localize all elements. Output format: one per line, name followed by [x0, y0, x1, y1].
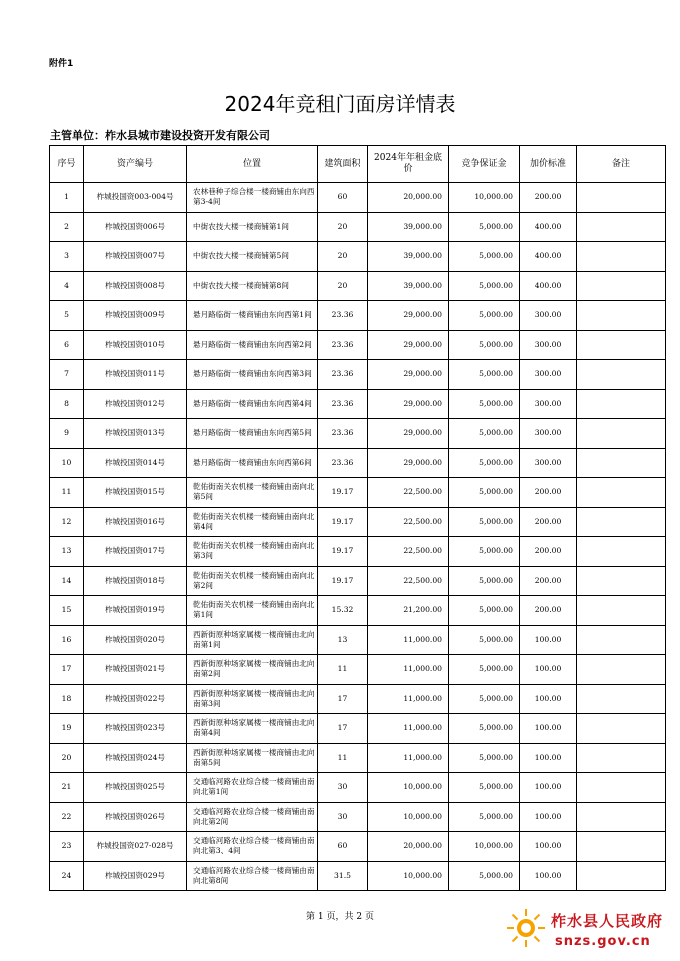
cell-remarks — [577, 596, 666, 626]
sun-logo-icon — [505, 907, 547, 949]
cell-base-rent: 11,000.00 — [368, 743, 449, 773]
cell-base-rent: 22,500.00 — [368, 507, 449, 537]
cell-deposit: 5,000.00 — [449, 625, 520, 655]
cell-remarks — [577, 655, 666, 685]
cell-location: 悬月路临街一楼商铺由东向西第1间 — [187, 301, 318, 331]
cell-area: 19.17 — [318, 566, 368, 596]
cell-index: 9 — [50, 419, 84, 449]
cell-deposit: 5,000.00 — [449, 478, 520, 508]
cell-index: 23 — [50, 832, 84, 862]
cell-location: 西新街原种场家属楼一楼商铺由北向南第3间 — [187, 684, 318, 714]
cell-location: 中街农技大楼一楼商铺第8间 — [187, 271, 318, 301]
cell-deposit: 5,000.00 — [449, 655, 520, 685]
cell-deposit: 5,000.00 — [449, 684, 520, 714]
cell-asset-id: 柞城投国资013号 — [84, 419, 187, 449]
cell-asset-id: 柞城投国资011号 — [84, 360, 187, 390]
cell-location: 交通临河路农业综合楼一楼商铺由南向北第8间 — [187, 861, 318, 891]
cell-base-rent: 29,000.00 — [368, 330, 449, 360]
cell-base-rent: 11,000.00 — [368, 714, 449, 744]
cell-increment: 200.00 — [520, 566, 577, 596]
cell-location: 悬月路临街一楼商铺由东向西第2间 — [187, 330, 318, 360]
cell-index: 21 — [50, 773, 84, 803]
cell-base-rent: 39,000.00 — [368, 212, 449, 242]
cell-location: 中街农技大楼一楼商铺第1间 — [187, 212, 318, 242]
cell-base-rent: 22,500.00 — [368, 537, 449, 567]
cell-base-rent: 11,000.00 — [368, 684, 449, 714]
table-row — [50, 507, 666, 537]
cell-location: 交通临河路农业综合楼一楼商铺由南向北第3、4间 — [187, 832, 318, 862]
cell-base-rent: 29,000.00 — [368, 301, 449, 331]
table-row — [50, 301, 666, 331]
cell-index: 8 — [50, 389, 84, 419]
table-row — [50, 743, 666, 773]
cell-asset-id: 柞城投国资029号 — [84, 861, 187, 891]
cell-index: 13 — [50, 537, 84, 567]
cell-increment: 200.00 — [520, 478, 577, 508]
cell-base-rent: 10,000.00 — [368, 773, 449, 803]
cell-area: 20 — [318, 212, 368, 242]
cell-increment: 200.00 — [520, 596, 577, 626]
cell-area: 19.17 — [318, 507, 368, 537]
cell-index: 20 — [50, 743, 84, 773]
cell-base-rent: 10,000.00 — [368, 802, 449, 832]
rental-table — [49, 145, 666, 891]
cell-area: 13 — [318, 625, 368, 655]
cell-deposit: 5,000.00 — [449, 212, 520, 242]
table-row — [50, 773, 666, 803]
cell-area: 19.17 — [318, 478, 368, 508]
cell-asset-id: 柞城投国资008号 — [84, 271, 187, 301]
cell-index: 22 — [50, 802, 84, 832]
cell-index: 17 — [50, 655, 84, 685]
cell-asset-id: 柞城投国资014号 — [84, 448, 187, 478]
cell-location: 农林巷种子综合楼一楼商铺由东向西第3-4间 — [187, 183, 318, 213]
cell-location: 中街农技大楼一楼商铺第5间 — [187, 242, 318, 272]
cell-deposit: 10,000.00 — [449, 832, 520, 862]
table-row — [50, 183, 666, 213]
cell-asset-id: 柞城投国资026号 — [84, 802, 187, 832]
cell-base-rent: 10,000.00 — [368, 861, 449, 891]
cell-increment: 200.00 — [520, 183, 577, 213]
cell-remarks — [577, 478, 666, 508]
cell-remarks — [577, 389, 666, 419]
cell-area: 60 — [318, 183, 368, 213]
org-line: 主管单位：柞水县城市建设投资开发有限公司 — [50, 129, 270, 142]
cell-increment: 300.00 — [520, 330, 577, 360]
header-location: 位置 — [187, 146, 318, 183]
cell-remarks — [577, 448, 666, 478]
table-row — [50, 566, 666, 596]
cell-increment: 100.00 — [520, 714, 577, 744]
cell-remarks — [577, 330, 666, 360]
cell-index: 4 — [50, 271, 84, 301]
cell-area: 15.32 — [318, 596, 368, 626]
cell-index: 15 — [50, 596, 84, 626]
cell-asset-id: 柞城投国资019号 — [84, 596, 187, 626]
cell-location: 乾佑街南关农机楼一楼商铺由南向北第5间 — [187, 478, 318, 508]
cell-deposit: 5,000.00 — [449, 566, 520, 596]
cell-asset-id: 柞城投国资006号 — [84, 212, 187, 242]
cell-deposit: 5,000.00 — [449, 773, 520, 803]
cell-asset-id: 柞城投国资009号 — [84, 301, 187, 331]
cell-base-rent: 21,200.00 — [368, 596, 449, 626]
cell-deposit: 5,000.00 — [449, 861, 520, 891]
cell-deposit: 5,000.00 — [449, 389, 520, 419]
cell-deposit: 5,000.00 — [449, 301, 520, 331]
cell-area: 30 — [318, 802, 368, 832]
cell-deposit: 5,000.00 — [449, 802, 520, 832]
table-row — [50, 861, 666, 891]
table-row — [50, 419, 666, 449]
cell-base-rent: 29,000.00 — [368, 419, 449, 449]
page-title: 2024年竞租门面房详情表 — [224, 92, 456, 116]
cell-increment: 300.00 — [520, 360, 577, 390]
cell-area: 23.36 — [318, 419, 368, 449]
cell-location: 交通临河路农业综合楼一楼商铺由南向北第2间 — [187, 802, 318, 832]
cell-increment: 400.00 — [520, 271, 577, 301]
cell-base-rent: 20,000.00 — [368, 832, 449, 862]
cell-increment: 100.00 — [520, 832, 577, 862]
cell-increment: 100.00 — [520, 684, 577, 714]
cell-increment: 400.00 — [520, 212, 577, 242]
header-index: 序号 — [50, 146, 84, 183]
cell-index: 10 — [50, 448, 84, 478]
cell-index: 6 — [50, 330, 84, 360]
cell-index: 24 — [50, 861, 84, 891]
cell-asset-id: 柞城投国资025号 — [84, 773, 187, 803]
cell-index: 19 — [50, 714, 84, 744]
cell-deposit: 5,000.00 — [449, 271, 520, 301]
cell-remarks — [577, 625, 666, 655]
cell-asset-id: 柞城投国资023号 — [84, 714, 187, 744]
cell-area: 11 — [318, 743, 368, 773]
watermark-name: 柞水县人民政府 — [551, 912, 664, 930]
cell-remarks — [577, 507, 666, 537]
page-footer: 第 1 页，共 2 页 — [306, 912, 374, 922]
cell-increment: 300.00 — [520, 389, 577, 419]
cell-increment: 400.00 — [520, 242, 577, 272]
cell-location: 乾佑街南关农机楼一楼商铺由南向北第1间 — [187, 596, 318, 626]
table-row — [50, 625, 666, 655]
table-row — [50, 389, 666, 419]
cell-area: 17 — [318, 714, 368, 744]
cell-index: 16 — [50, 625, 84, 655]
cell-increment: 200.00 — [520, 507, 577, 537]
cell-remarks — [577, 773, 666, 803]
cell-location: 悬月路临街一楼商铺由东向西第4间 — [187, 389, 318, 419]
cell-deposit: 5,000.00 — [449, 537, 520, 567]
cell-area: 11 — [318, 655, 368, 685]
cell-remarks — [577, 832, 666, 862]
cell-asset-id: 柞城投国资016号 — [84, 507, 187, 537]
cell-base-rent: 22,500.00 — [368, 566, 449, 596]
header-remarks: 备注 — [577, 146, 666, 183]
cell-asset-id: 柞城投国资027-028号 — [84, 832, 187, 862]
cell-remarks — [577, 743, 666, 773]
cell-deposit: 5,000.00 — [449, 743, 520, 773]
cell-increment: 300.00 — [520, 419, 577, 449]
cell-index: 2 — [50, 212, 84, 242]
cell-asset-id: 柞城投国资017号 — [84, 537, 187, 567]
cell-deposit: 5,000.00 — [449, 448, 520, 478]
cell-index: 14 — [50, 566, 84, 596]
table-row — [50, 832, 666, 862]
cell-increment: 100.00 — [520, 625, 577, 655]
table-row — [50, 802, 666, 832]
table-row — [50, 448, 666, 478]
cell-remarks — [577, 566, 666, 596]
cell-increment: 300.00 — [520, 448, 577, 478]
table-row — [50, 596, 666, 626]
cell-area: 30 — [318, 773, 368, 803]
cell-area: 60 — [318, 832, 368, 862]
cell-remarks — [577, 684, 666, 714]
gov-watermark — [505, 902, 680, 961]
cell-remarks — [577, 183, 666, 213]
cell-base-rent: 29,000.00 — [368, 389, 449, 419]
cell-location: 悬月路临街一楼商铺由东向西第3间 — [187, 360, 318, 390]
cell-asset-id: 柞城投国资020号 — [84, 625, 187, 655]
cell-asset-id: 柞城投国资024号 — [84, 743, 187, 773]
cell-asset-id: 柞城投国资021号 — [84, 655, 187, 685]
header-deposit: 竞争保证金 — [449, 146, 520, 183]
table-header-row — [50, 146, 666, 183]
cell-area: 23.36 — [318, 360, 368, 390]
cell-base-rent: 29,000.00 — [368, 360, 449, 390]
cell-index: 11 — [50, 478, 84, 508]
cell-location: 乾佑街南关农机楼一楼商铺由南向北第2间 — [187, 566, 318, 596]
cell-area: 20 — [318, 271, 368, 301]
cell-remarks — [577, 212, 666, 242]
cell-remarks — [577, 714, 666, 744]
cell-increment: 200.00 — [520, 537, 577, 567]
table-row — [50, 330, 666, 360]
cell-asset-id: 柞城投国资015号 — [84, 478, 187, 508]
table-row — [50, 271, 666, 301]
cell-asset-id: 柞城投国资010号 — [84, 330, 187, 360]
cell-increment: 100.00 — [520, 743, 577, 773]
table-row — [50, 478, 666, 508]
watermark-site: snzs.gov.cn — [555, 934, 651, 949]
cell-index: 18 — [50, 684, 84, 714]
cell-asset-id: 柞城投国资022号 — [84, 684, 187, 714]
cell-location: 乾佑街南关农机楼一楼商铺由南向北第4间 — [187, 507, 318, 537]
cell-area: 31.5 — [318, 861, 368, 891]
cell-remarks — [577, 419, 666, 449]
cell-index: 7 — [50, 360, 84, 390]
cell-remarks — [577, 861, 666, 891]
cell-remarks — [577, 360, 666, 390]
cell-increment: 300.00 — [520, 301, 577, 331]
cell-location: 乾佑街南关农机楼一楼商铺由南向北第3间 — [187, 537, 318, 567]
table-row — [50, 537, 666, 567]
cell-location: 交通临河路农业综合楼一楼商铺由南向北第1间 — [187, 773, 318, 803]
cell-asset-id: 柞城投国资018号 — [84, 566, 187, 596]
header-base-rent: 2024年年租金底价 — [368, 146, 449, 183]
cell-increment: 100.00 — [520, 773, 577, 803]
cell-remarks — [577, 301, 666, 331]
cell-base-rent: 20,000.00 — [368, 183, 449, 213]
cell-base-rent: 11,000.00 — [368, 625, 449, 655]
cell-increment: 100.00 — [520, 861, 577, 891]
cell-location: 西新街原种场家属楼一楼商铺由北向南第1间 — [187, 625, 318, 655]
cell-location: 悬月路临街一楼商铺由东向西第5间 — [187, 419, 318, 449]
table-row — [50, 360, 666, 390]
cell-deposit: 5,000.00 — [449, 360, 520, 390]
cell-remarks — [577, 271, 666, 301]
cell-deposit: 10,000.00 — [449, 183, 520, 213]
cell-area: 23.36 — [318, 448, 368, 478]
cell-remarks — [577, 242, 666, 272]
cell-base-rent: 39,000.00 — [368, 271, 449, 301]
header-increment: 加价标准 — [520, 146, 577, 183]
cell-deposit: 5,000.00 — [449, 596, 520, 626]
attachment-label: 附件1 — [49, 59, 74, 69]
header-area: 建筑面积 — [318, 146, 368, 183]
cell-remarks — [577, 802, 666, 832]
cell-area: 17 — [318, 684, 368, 714]
cell-base-rent: 22,500.00 — [368, 478, 449, 508]
cell-deposit: 5,000.00 — [449, 330, 520, 360]
cell-increment: 100.00 — [520, 655, 577, 685]
table-row — [50, 655, 666, 685]
cell-area: 23.36 — [318, 330, 368, 360]
cell-base-rent: 29,000.00 — [368, 448, 449, 478]
cell-index: 12 — [50, 507, 84, 537]
cell-base-rent: 39,000.00 — [368, 242, 449, 272]
cell-location: 西新街原种场家属楼一楼商铺由北向南第4间 — [187, 714, 318, 744]
cell-location: 西新街原种场家属楼一楼商铺由北向南第2间 — [187, 655, 318, 685]
cell-index: 1 — [50, 183, 84, 213]
table-row — [50, 684, 666, 714]
cell-area: 23.36 — [318, 301, 368, 331]
cell-index: 5 — [50, 301, 84, 331]
cell-index: 3 — [50, 242, 84, 272]
cell-remarks — [577, 537, 666, 567]
header-asset-id: 资产编号 — [84, 146, 187, 183]
cell-deposit: 5,000.00 — [449, 507, 520, 537]
cell-base-rent: 11,000.00 — [368, 655, 449, 685]
table-row — [50, 242, 666, 272]
cell-increment: 100.00 — [520, 802, 577, 832]
cell-location: 西新街原种场家属楼一楼商铺由北向南第5间 — [187, 743, 318, 773]
cell-deposit: 5,000.00 — [449, 714, 520, 744]
table-row — [50, 714, 666, 744]
cell-area: 19.17 — [318, 537, 368, 567]
cell-asset-id: 柞城投国资007号 — [84, 242, 187, 272]
cell-deposit: 5,000.00 — [449, 242, 520, 272]
cell-asset-id: 柞城投国资003-004号 — [84, 183, 187, 213]
cell-location: 悬月路临街一楼商铺由东向西第6间 — [187, 448, 318, 478]
cell-area: 20 — [318, 242, 368, 272]
cell-deposit: 5,000.00 — [449, 419, 520, 449]
cell-asset-id: 柞城投国资012号 — [84, 389, 187, 419]
table-row — [50, 212, 666, 242]
cell-area: 23.36 — [318, 389, 368, 419]
